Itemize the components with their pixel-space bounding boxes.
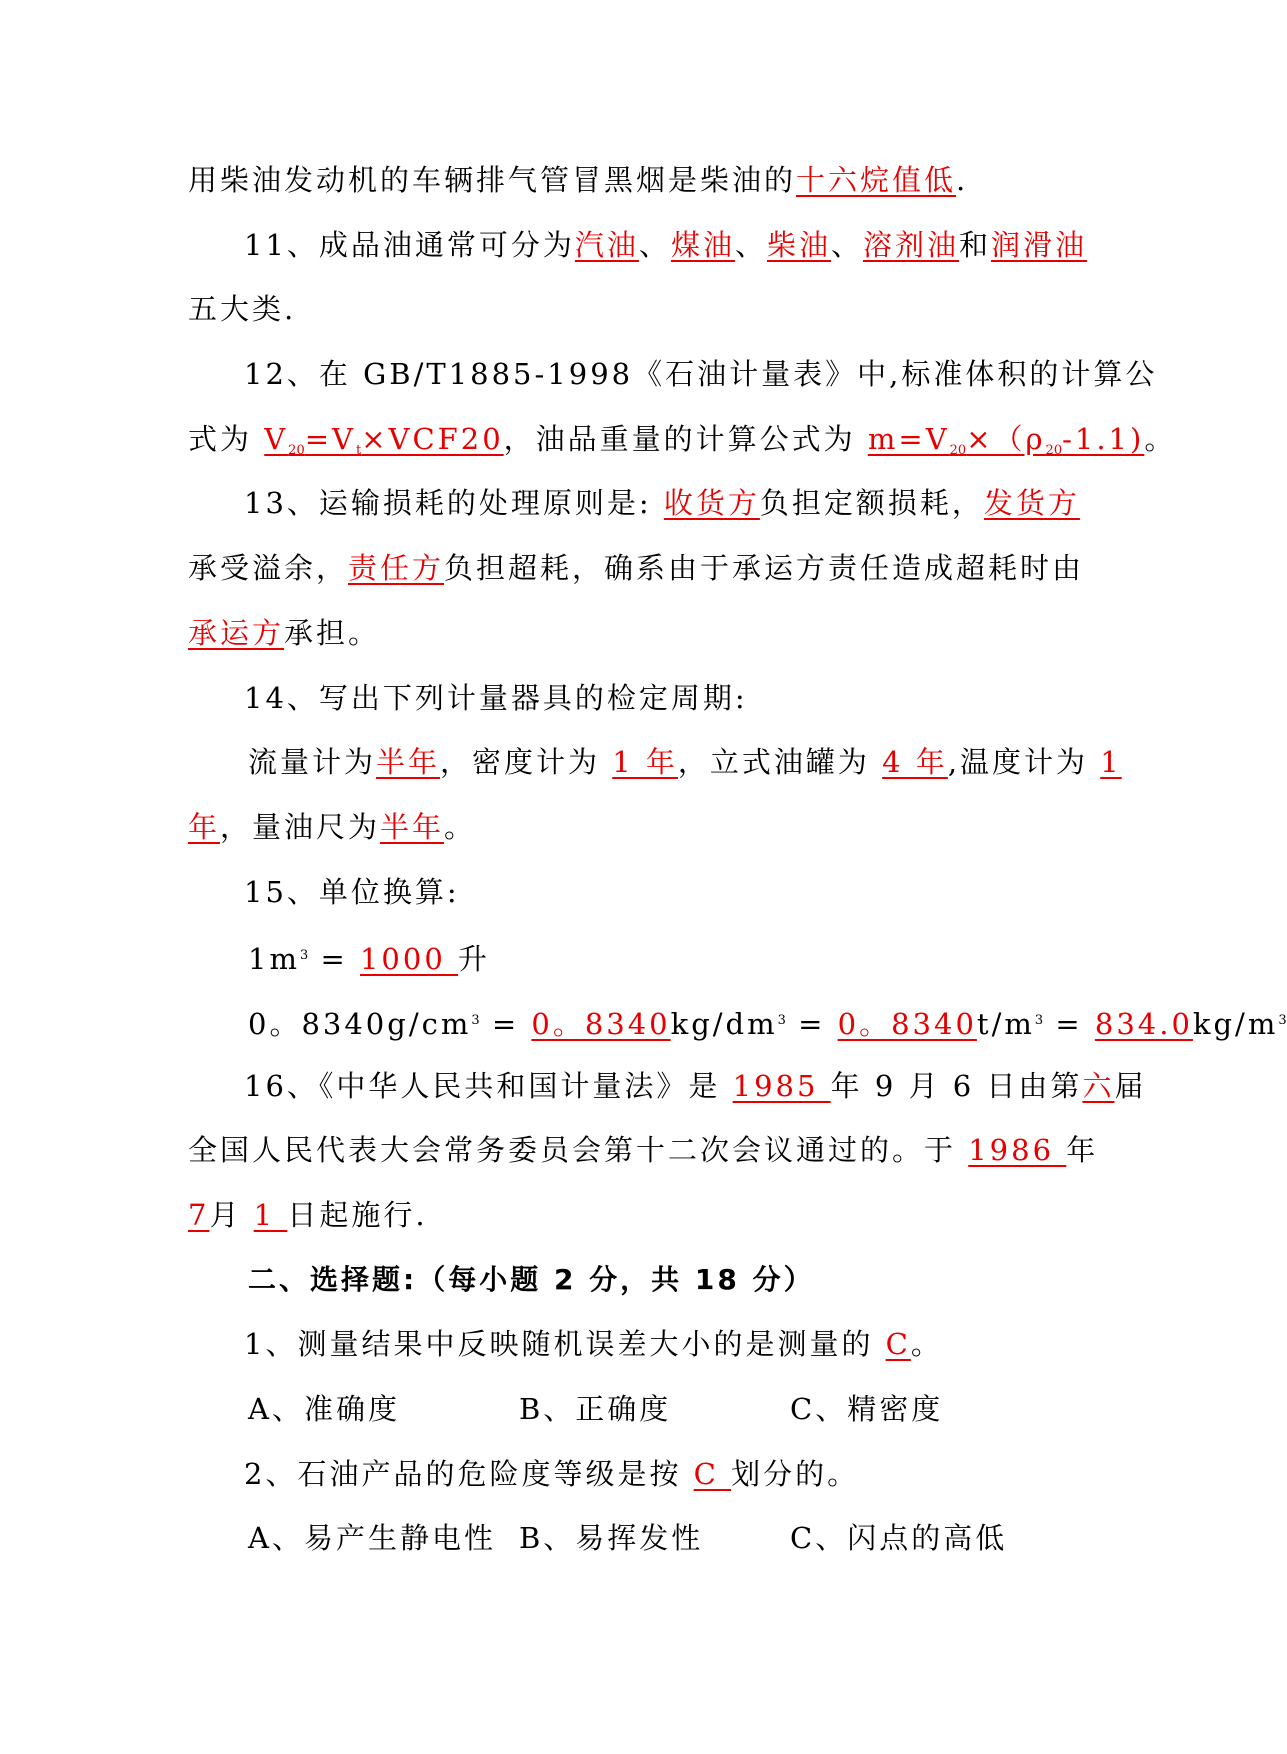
question-13-cont xyxy=(188,536,1085,601)
answer: 1000 xyxy=(359,942,459,977)
text: 全国人民代表大会常务委员会第十二次会议通过的。于 xyxy=(188,1133,969,1168)
answer: 1 年 xyxy=(612,745,678,780)
text: 。 xyxy=(910,1327,943,1362)
text: 年 xyxy=(1066,1133,1099,1168)
answer: 汽油 xyxy=(574,227,639,262)
text: 承受溢余， xyxy=(188,551,349,586)
answer: 1985 xyxy=(732,1068,831,1103)
text: 16、《中华人民共和国计量法》是 xyxy=(244,1068,733,1103)
text: 15、单位换算: xyxy=(244,874,460,909)
question-12 xyxy=(188,342,1158,407)
text: 五大类. xyxy=(188,292,297,327)
text: V xyxy=(264,421,289,456)
answer: 承运方 xyxy=(188,615,285,650)
question-13 xyxy=(188,471,1080,536)
question-14-line1 xyxy=(188,730,1122,795)
question-14-line2 xyxy=(188,795,1061,860)
text: -1.1) xyxy=(1062,421,1145,456)
text: 14、写出下列计量器具的检定周期: xyxy=(244,680,748,715)
text: 划分的。 xyxy=(731,1456,860,1491)
text: 流量计为 xyxy=(248,745,377,780)
text: t/m xyxy=(976,1006,1035,1041)
text: 1m xyxy=(248,942,300,977)
text: 用柴油发动机的车辆排气管冒黑烟是柴油的 xyxy=(188,163,797,197)
question-16-cont2 xyxy=(188,1183,1061,1248)
text: 日起施行. xyxy=(287,1198,428,1232)
text: = xyxy=(785,1006,838,1041)
choice-options-2 xyxy=(188,1506,1061,1571)
formula-weight xyxy=(868,422,1144,456)
answer: 柴油 xyxy=(766,227,831,262)
section-title-choice xyxy=(188,1248,1061,1313)
subscript: t xyxy=(355,442,362,458)
option-c: C、闪点的高低 xyxy=(790,1521,1008,1556)
answer: 十六烷值低 xyxy=(796,163,957,197)
answer: 7 xyxy=(188,1198,210,1232)
text: 、 xyxy=(830,227,863,262)
text: = xyxy=(479,1006,532,1041)
answer: C xyxy=(885,1327,911,1362)
text: 13、运输损耗的处理原则是: xyxy=(244,486,664,521)
text: 。 xyxy=(444,809,477,844)
formula-volume xyxy=(264,422,503,456)
answer: C xyxy=(693,1456,732,1491)
answer: 六 xyxy=(1082,1068,1115,1103)
option-a: A、准确度 xyxy=(248,1392,400,1427)
line-q10-continuation xyxy=(188,148,1061,213)
choice-options-1 xyxy=(188,1377,1061,1442)
text: 式为 xyxy=(188,421,265,456)
answer: 1 xyxy=(253,1198,288,1232)
answer: 责任方 xyxy=(348,551,445,586)
text: 0。8340g/cm xyxy=(248,1006,472,1041)
text: 年 9 月 6 日由第 xyxy=(830,1068,1083,1103)
text: ，油品重量的计算公式为 xyxy=(503,421,868,456)
text: 、 xyxy=(638,227,671,262)
question-16 xyxy=(188,1054,1147,1119)
question-15-line2 xyxy=(188,989,1287,1054)
answer: 半年 xyxy=(380,809,445,844)
text: 11、成品油通常可分为 xyxy=(244,227,575,262)
text: ，立式油罐为 xyxy=(677,745,883,780)
answer: 1986 xyxy=(968,1133,1067,1168)
subscript: 20 xyxy=(1045,442,1063,458)
text: ,温度计为 xyxy=(947,745,1101,780)
text: 承担。 xyxy=(284,615,381,650)
text: 。 xyxy=(1144,421,1177,456)
question-14 xyxy=(188,666,1061,731)
text: 2、石油产品的危险度等级是按 xyxy=(244,1456,694,1491)
text: kg/dm xyxy=(670,1006,778,1041)
answer: 0。8340 xyxy=(837,1006,977,1041)
subscript: 20 xyxy=(288,442,305,458)
option-c: C、精密度 xyxy=(790,1392,944,1427)
answer: 半年 xyxy=(376,745,441,780)
text: 升 xyxy=(458,942,491,977)
question-11-cont xyxy=(188,277,1061,342)
answer: 润滑油 xyxy=(991,227,1088,262)
question-16-cont xyxy=(188,1118,1099,1183)
text: 、 xyxy=(734,227,767,262)
subscript: 20 xyxy=(949,442,967,458)
question-13-cont2 xyxy=(188,601,1061,666)
answer: 收货方 xyxy=(663,486,760,521)
text: 12、在 GB/T1885-1998《石油计量表》中,标准体积的计算公 xyxy=(244,357,1158,392)
text: 届 xyxy=(1114,1068,1147,1103)
superscript: 3 xyxy=(1034,1012,1044,1028)
text: 和 xyxy=(959,227,992,262)
text: 月 xyxy=(209,1198,254,1232)
text: ，密度计为 xyxy=(440,745,613,780)
answer: 煤油 xyxy=(670,227,735,262)
option-a: A、易产生静电性 xyxy=(248,1521,496,1556)
text: 负担定额损耗， xyxy=(759,486,984,521)
question-12-cont xyxy=(188,407,1177,472)
text: ，量油尺为 xyxy=(220,809,381,844)
superscript: 3 xyxy=(1278,1012,1287,1028)
answer: 溶剂油 xyxy=(863,227,960,262)
text: 1、测量结果中反映随机误差大小的是测量的 xyxy=(244,1327,886,1362)
question-15 xyxy=(188,860,1061,925)
text: =V xyxy=(304,421,356,456)
option-b: B、正确度 xyxy=(519,1392,672,1427)
question-15-line1 xyxy=(188,924,1061,989)
text: = xyxy=(308,942,360,977)
choice-question-1 xyxy=(188,1312,1061,1377)
choice-question-2 xyxy=(188,1442,1061,1507)
answer: 4 年 xyxy=(882,745,948,780)
option-b: B、易挥发性 xyxy=(519,1521,704,1556)
question-11 xyxy=(188,213,1088,278)
text: ×VCF20 xyxy=(361,421,504,456)
text: 负担超耗，确系由于承运方责任造成超耗时由 xyxy=(444,551,1085,586)
text: = xyxy=(1043,1006,1095,1041)
text: kg/m xyxy=(1192,1006,1279,1041)
answer: 发货方 xyxy=(983,486,1080,521)
text: ×（ρ xyxy=(966,421,1046,456)
superscript: 3 xyxy=(299,948,309,964)
answer: 0。8340 xyxy=(531,1006,671,1041)
answer: 834.0 xyxy=(1094,1006,1193,1041)
answer: 年 xyxy=(188,809,221,844)
text: . xyxy=(956,163,969,197)
superscript: 3 xyxy=(777,1012,786,1028)
answer: 1 xyxy=(1100,745,1122,780)
text: m=V xyxy=(867,421,950,456)
superscript: 3 xyxy=(471,1012,480,1028)
text: 二、选择题:（每小题 2 分，共 18 分） xyxy=(248,1262,815,1296)
